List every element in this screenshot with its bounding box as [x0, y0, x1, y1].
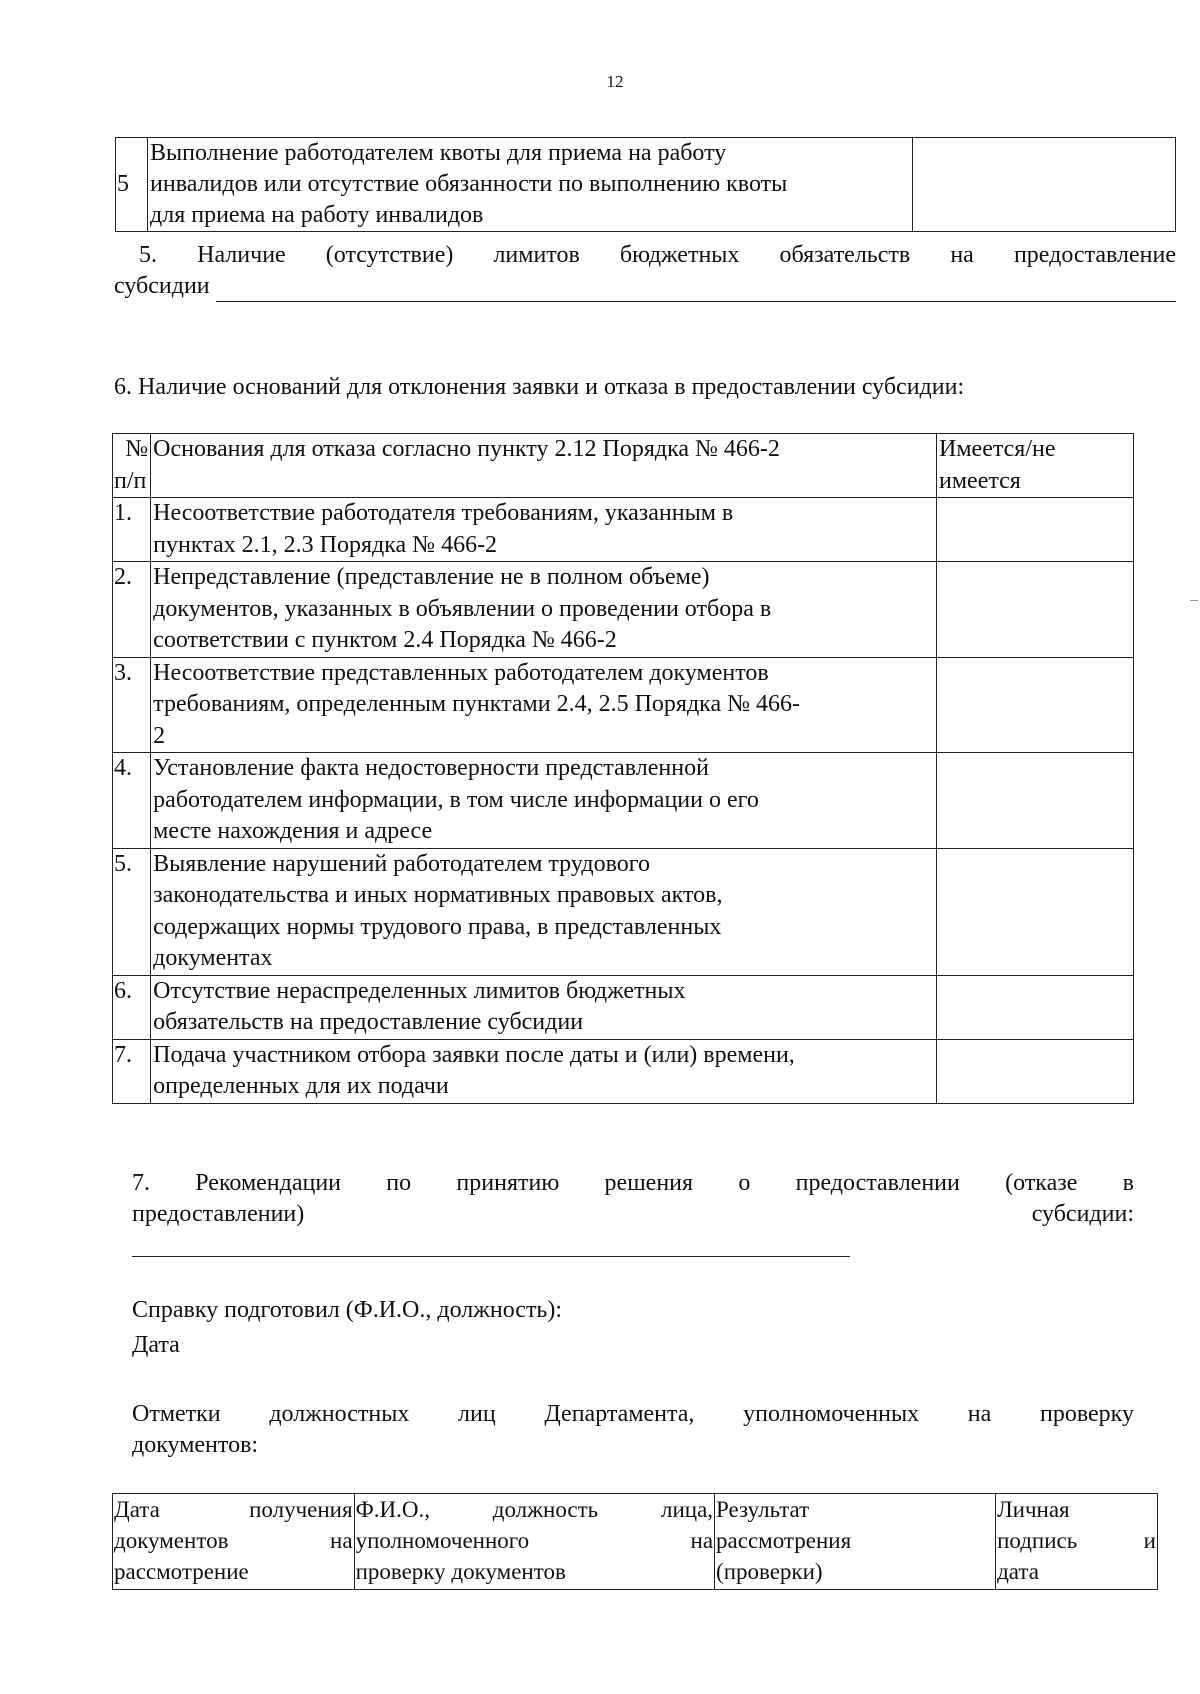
- cell-line: рассмотрения: [716, 1528, 852, 1553]
- table-row: [113, 657, 1134, 753]
- section-6-heading: 6. Наличие оснований для отклонения заявки и отказа в предоставлении субсидии:: [114, 374, 965, 400]
- reason-line: соответствии с пунктом 2.4 Порядка № 466-2: [153, 627, 617, 653]
- reason-line: определенных для их подачи: [153, 1073, 449, 1099]
- section-7-line2-left: предоставлении): [132, 1201, 305, 1227]
- fill-in-line: [216, 277, 1176, 302]
- reason-line: Несоответствие работодателя требованиям, указанным в: [153, 500, 734, 526]
- row-reason: [151, 1039, 937, 1103]
- row-reason: [151, 848, 937, 975]
- cell-line: дата: [997, 1559, 1039, 1584]
- row-number: 5: [116, 138, 148, 232]
- row-number: 2.: [113, 562, 151, 658]
- col-signature-date: [996, 1494, 1158, 1590]
- criterion-line: Выполнение работодателем квоты для приема на работу: [150, 140, 727, 166]
- reason-line: документах: [153, 945, 273, 971]
- reason-line: законодательства и иных нормативных правовых актов,: [153, 882, 723, 908]
- prepared-by-label: Справку подготовил (Ф.И.О., должность):: [132, 1297, 563, 1323]
- row-reason: [151, 562, 937, 658]
- row-criterion: [148, 138, 913, 232]
- officials-marks-table: [112, 1493, 1158, 1590]
- table-row: [113, 975, 1134, 1039]
- row-availability: [937, 562, 1134, 658]
- page-number: 12: [606, 72, 624, 91]
- header-num-line: №: [125, 436, 149, 462]
- table-row: [113, 498, 1134, 562]
- row-availability: [937, 1039, 1134, 1103]
- cell-line: рассмотрение: [114, 1559, 249, 1584]
- row-number: 5.: [113, 848, 151, 975]
- section-5-line1: 5. Наличие (отсутствие) лимитов бюджетных обязательств на предоставление: [139, 242, 1176, 268]
- reason-line: содержащих нормы трудового права, в представленных: [153, 913, 722, 940]
- row-value: [913, 138, 1176, 232]
- table-header-row: [113, 1494, 1158, 1590]
- date-label: Дата: [132, 1332, 180, 1358]
- row-reason: [151, 753, 937, 849]
- row-availability: [937, 975, 1134, 1039]
- row-reason: [151, 657, 937, 753]
- table-header-row: [113, 434, 1134, 498]
- reason-line: пунктах 2.1, 2.3 Порядка № 466-2: [153, 531, 498, 558]
- table-row: [116, 138, 1176, 232]
- section-7-line2-right: субсидии:: [1031, 1201, 1134, 1227]
- reason-line: 2: [153, 722, 166, 749]
- reason-line: требованиям, определенным пунктами 2.4, 2.5 Порядка № 466-: [153, 691, 800, 717]
- reason-line: работодателем информации, в том числе информации о его: [153, 786, 759, 813]
- reason-line: месте нахождения и адресе: [153, 818, 433, 844]
- cell-line: уполномоченного на: [355, 1528, 714, 1553]
- quota-table: [115, 137, 1176, 232]
- header-availability-line: Имеется/не: [939, 436, 1056, 462]
- cell-line: Дата получения: [114, 1497, 353, 1522]
- margin-mark: [1190, 600, 1198, 601]
- rejection-reasons-table: [112, 433, 1134, 1104]
- cell-line: Результат: [716, 1497, 810, 1522]
- cell-line: проверку документов: [355, 1559, 566, 1584]
- section-5-line2: субсидии: [114, 273, 210, 299]
- section-5: [114, 240, 1176, 302]
- reason-line: Выявление нарушений работодателем трудового: [153, 850, 650, 877]
- row-number: 1.: [113, 498, 151, 562]
- reason-line: Отсутствие нераспределенных лимитов бюджетных: [153, 977, 686, 1004]
- header-availability: [937, 434, 1134, 498]
- reason-line: Непредставление (представление не в полном объеме): [153, 564, 710, 590]
- row-number: 3.: [113, 657, 151, 753]
- row-number: 6.: [113, 975, 151, 1039]
- col-official-name: [354, 1494, 714, 1590]
- cell-line: (проверки): [716, 1559, 823, 1584]
- criterion-line: инвалидов или отсутствие обязанности по выполнению квоты: [150, 171, 788, 197]
- header-num: [113, 434, 151, 498]
- officials-marks: [132, 1399, 1134, 1461]
- row-reason: [151, 498, 937, 562]
- row-availability: [937, 848, 1134, 975]
- section-7: [132, 1168, 1134, 1230]
- row-availability: [937, 498, 1134, 562]
- col-receipt-date: [113, 1494, 355, 1590]
- table-row: [113, 848, 1134, 975]
- table-row: [113, 753, 1134, 849]
- row-availability: [937, 657, 1134, 753]
- cell-line: Личная: [997, 1497, 1070, 1522]
- officials-marks-line1: Отметки должностных лиц Департамента, уполномоченных на проверку: [132, 1401, 1134, 1427]
- reason-line: Подача участником отбора заявки после даты и (или) времени,: [153, 1041, 795, 1068]
- header-availability-line: имеется: [939, 467, 1021, 494]
- criterion-line: для приема на работу инвалидов: [150, 202, 484, 228]
- reason-line: Несоответствие представленных работодателем документов: [153, 659, 769, 686]
- officials-marks-line2: документов:: [132, 1432, 259, 1458]
- reason-line: документов, указанных в объявлении о проведении отбора в: [153, 595, 772, 622]
- row-number: 4.: [113, 753, 151, 849]
- table-row: [113, 562, 1134, 658]
- cell-line: документов на: [114, 1528, 353, 1553]
- recommendation-fill-line: [132, 1256, 850, 1257]
- cell-line: подпись и: [997, 1528, 1156, 1553]
- table-row: [113, 1039, 1134, 1103]
- row-availability: [937, 753, 1134, 849]
- header-reason: Основания для отказа согласно пункту 2.12 Порядка № 466-2: [151, 434, 937, 498]
- col-review-result: [715, 1494, 996, 1590]
- cell-line: Ф.И.О., должность лица,: [355, 1497, 714, 1522]
- row-reason: [151, 975, 937, 1039]
- section-7-line1: 7. Рекомендации по принятию решения о предоставлении (отказе в: [132, 1170, 1134, 1196]
- reason-line: Установление факта недостоверности представленной: [153, 755, 709, 781]
- header-num-line: п/п: [114, 467, 147, 494]
- row-number: 7.: [113, 1039, 151, 1103]
- reason-line: обязательств на предоставление субсидии: [153, 1009, 584, 1035]
